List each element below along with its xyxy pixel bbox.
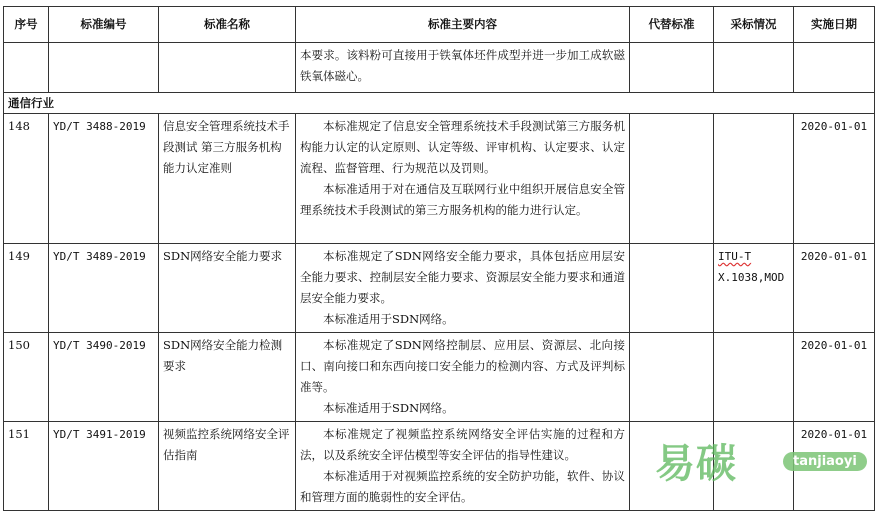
cell-adopts xyxy=(714,333,794,422)
cell-content: 本标准规定了SDN网络控制层、应用层、资源层、北向接口、南向接口和东西向接口安全能力的检测内容、方式及评判标准等。 本标准适用于SDN网络。 xyxy=(296,333,630,422)
cell-date: 2020-01-01 xyxy=(794,422,875,511)
header-content: 标准主要内容 xyxy=(296,7,630,43)
cell-code: YD/T 3491-2019 xyxy=(49,422,159,511)
header-adopts: 采标情况 xyxy=(714,7,794,43)
cell-name: 视频监控系统网络安全评估指南 xyxy=(159,422,296,511)
continuation-row xyxy=(4,43,875,93)
adopts-line-2: X.1038,MOD xyxy=(718,271,785,284)
cell-name: 信息安全管理系统技术手段测试 第三方服务机构能力认定准则 xyxy=(159,114,296,244)
cell-name: SDN网络安全能力要求 xyxy=(159,244,296,333)
cell-date: 2020-01-01 xyxy=(794,244,875,333)
table-row xyxy=(4,333,875,422)
cell-no: 148 xyxy=(4,114,49,244)
header-replaces: 代替标准 xyxy=(630,7,714,43)
cell-code: YD/T 3490-2019 xyxy=(49,333,159,422)
cell-content: 本标准规定了视频监控系统网络安全评估实施的过程和方法，以及系统安全评估模型等安全评估的指导性建议。 本标准适用于对视频监控系统的安全防护功能，软件、协议和管理方面的脆弱性的安全评估。 xyxy=(296,422,630,511)
cell-name: SDN网络安全能力检测要求 xyxy=(159,333,296,422)
cell-code: YD/T 3488-2019 xyxy=(49,114,159,244)
header-name: 标准名称 xyxy=(159,7,296,43)
table-row xyxy=(4,244,875,333)
section-title: 通信行业 xyxy=(4,93,875,114)
cell-no: 149 xyxy=(4,244,49,333)
cell-no: 150 xyxy=(4,333,49,422)
cell-adopts xyxy=(714,114,794,244)
header-no: 序号 xyxy=(4,7,49,43)
watermark-logo-text: 易碳 xyxy=(655,441,737,487)
header-date: 实施日期 xyxy=(794,7,875,43)
cell-replaces xyxy=(630,114,714,244)
header-code: 标准编号 xyxy=(49,7,159,43)
adopts-line-1: ITU-T xyxy=(718,250,752,263)
cell-replaces xyxy=(630,244,714,333)
watermark-site: tanjiaoyi xyxy=(783,452,867,471)
cell-content: 本标准规定了信息安全管理系统技术手段测试第三方服务机构能力认定的认定原则、认定等级、评审机构、认定要求、认定流程、监督管理、行为规范以及罚则。 本标准适用于对在通信及互联网行业中组织开展信息安全管理系统技术手段测试的第三方服务机构的能力进行认定。 xyxy=(296,114,630,244)
watermark-logo xyxy=(655,432,877,498)
continuation-content: 本要求。该料粉可直接用于铁氧体坯件成型并进一步加工成软磁铁氧体磁心。 xyxy=(296,43,630,93)
cell-code: YD/T 3489-2019 xyxy=(49,244,159,333)
cell-no: 151 xyxy=(4,422,49,511)
cell-replaces xyxy=(630,333,714,422)
cell-adopts xyxy=(714,244,794,333)
cell-date: 2020-01-01 xyxy=(794,114,875,244)
table-row xyxy=(4,114,875,244)
header-row xyxy=(4,7,875,43)
section-row xyxy=(4,93,875,114)
cell-content: 本标准规定了SDN网络安全能力要求，具体包括应用层安全能力要求、控制层安全能力要求、资源层安全能力要求和通道层安全能力要求。 本标准适用于SDN网络。 xyxy=(296,244,630,333)
cell-date: 2020-01-01 xyxy=(794,333,875,422)
